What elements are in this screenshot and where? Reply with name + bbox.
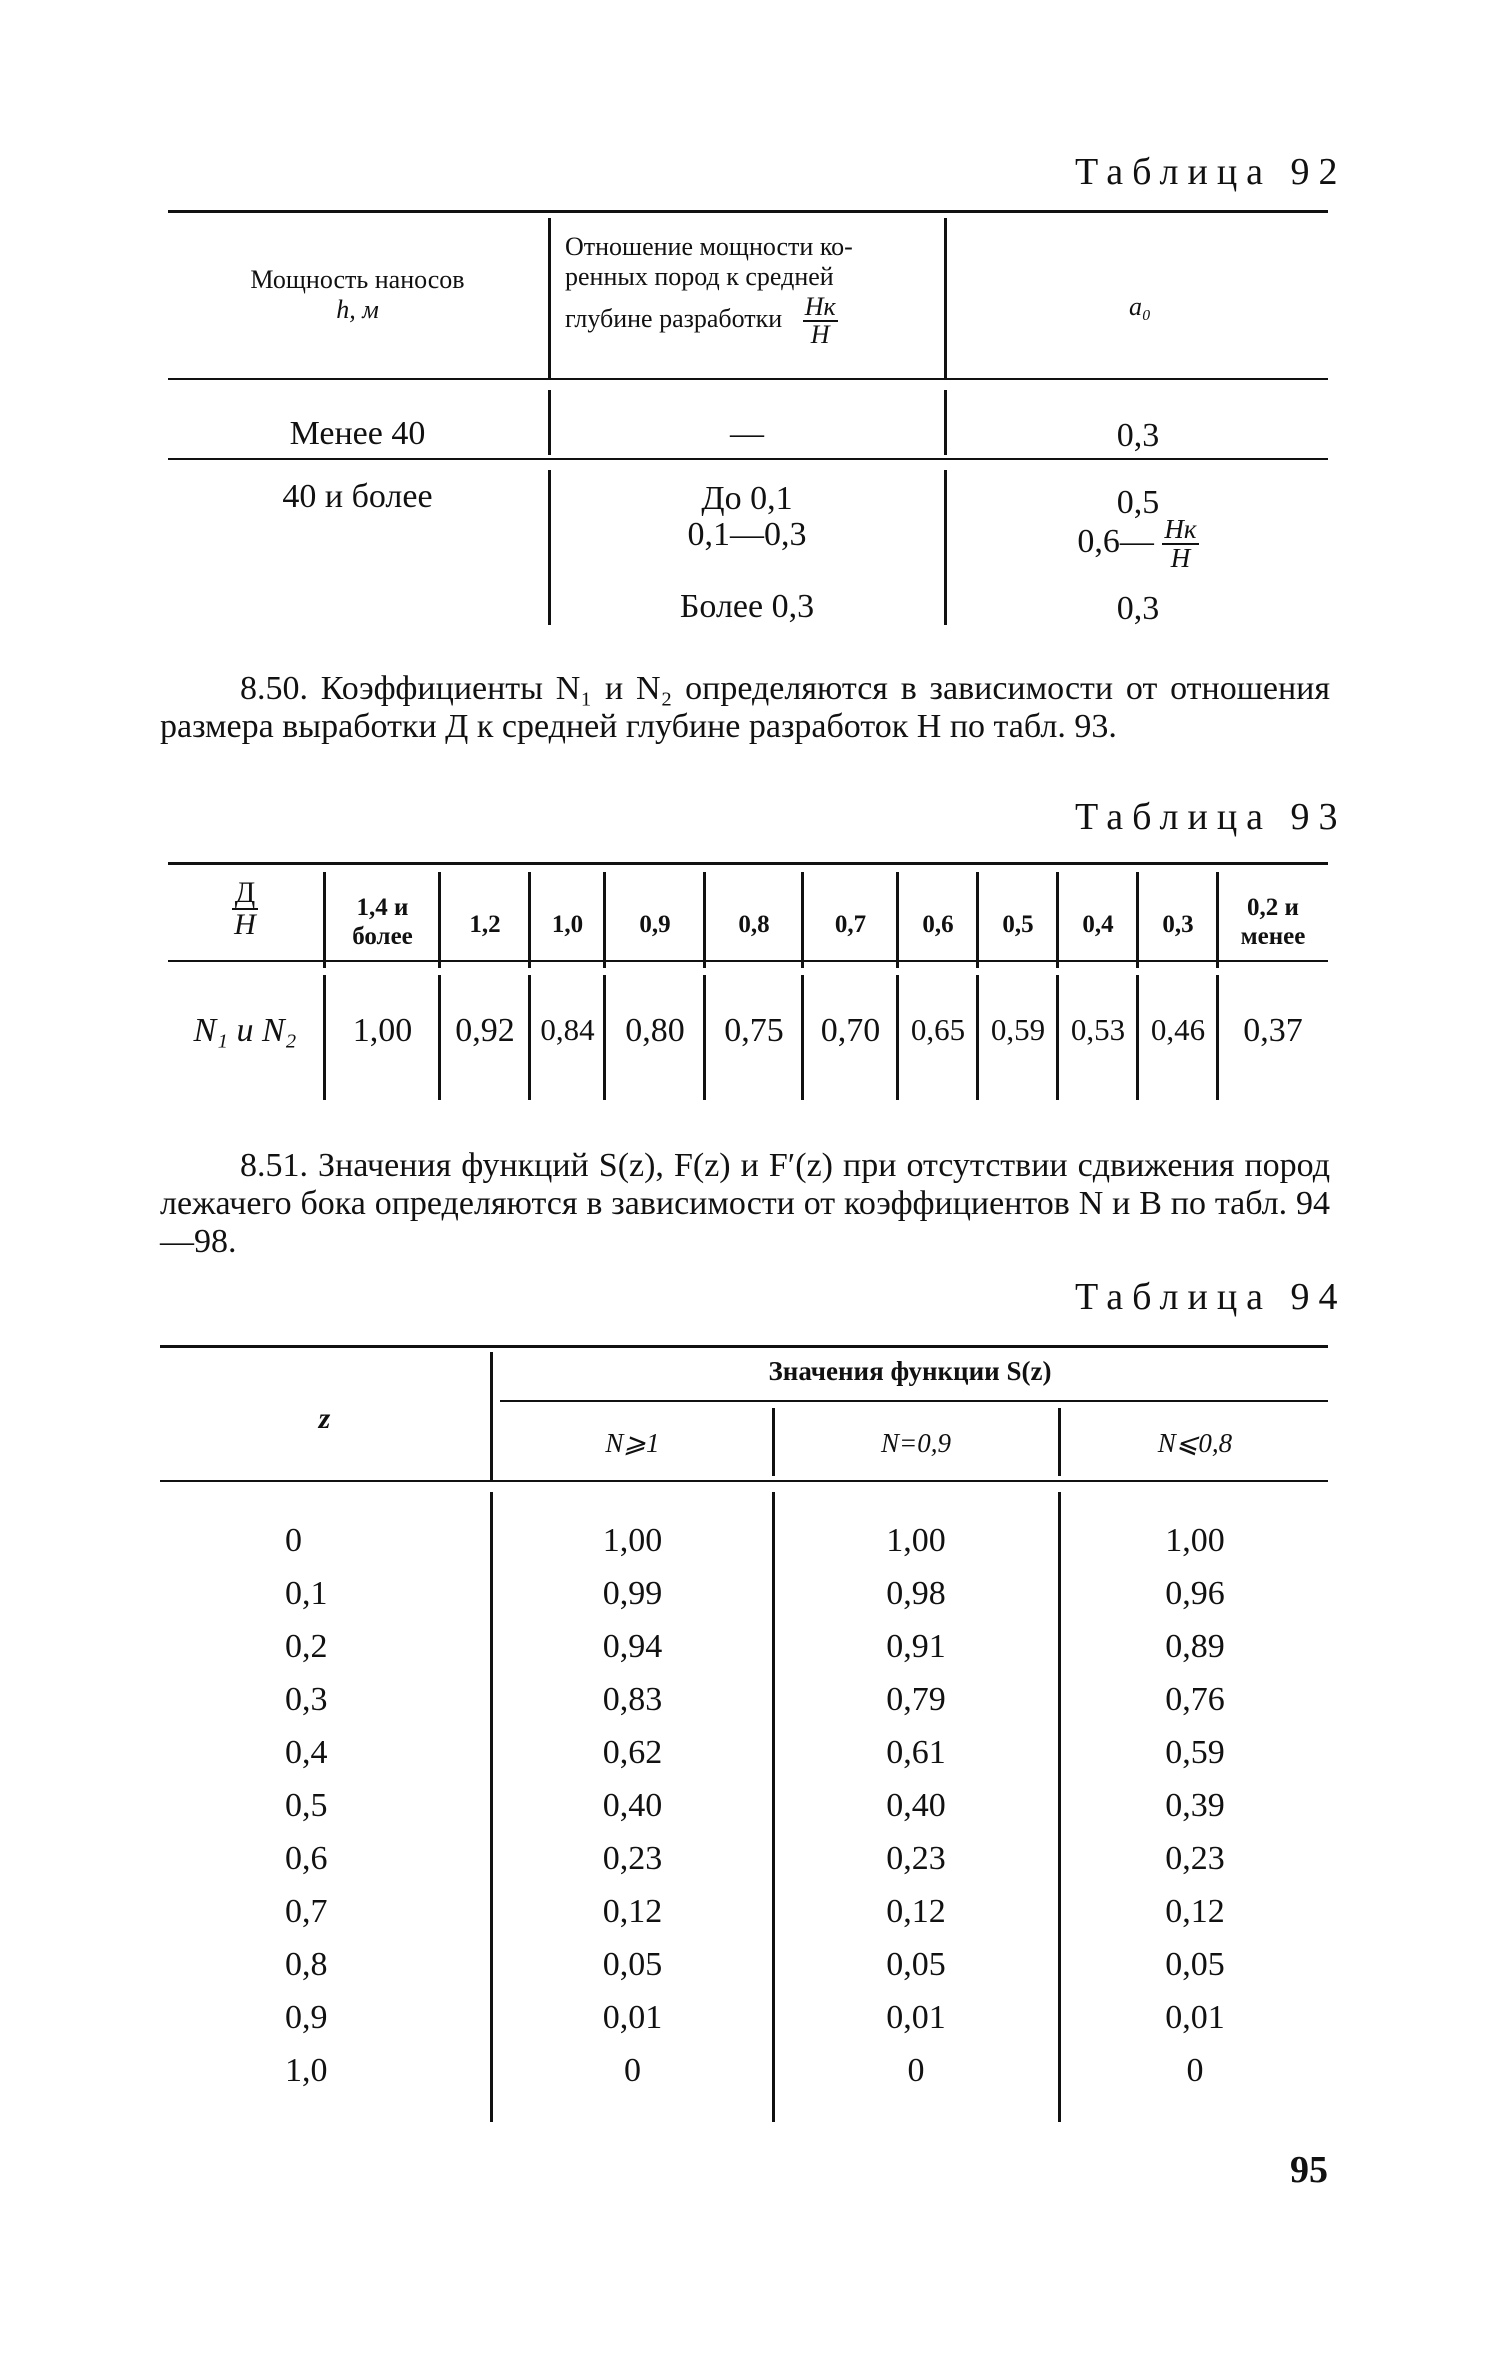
table94-value-cell: 0,83 [602, 1681, 663, 1718]
table92-vline [548, 218, 551, 378]
table93-caption: Таблица 93 [1075, 796, 1347, 838]
table92-caption: Таблица 92 [1075, 151, 1347, 193]
table94-vline [772, 1408, 775, 1476]
fraction-denominator: H [234, 908, 256, 941]
table92-header-rule [168, 378, 1328, 380]
table94-z-cell: 0,6 [285, 1840, 328, 1877]
fraction-numerator: Hк [1164, 514, 1197, 544]
table93-top-rule [168, 862, 1328, 865]
table94-value-cell: 0,01 [602, 1999, 663, 2036]
header-text: ренных пород к средней [565, 262, 834, 291]
table94-value-cell: 0,59 [1165, 1734, 1225, 1771]
table94-z-cell: 0,9 [285, 1999, 328, 2036]
table92-row2-col2a: До 0,1 [701, 480, 793, 517]
table93-column-header: 0,2 и менее [1240, 894, 1306, 950]
table94-value-cell: 0,05 [602, 1946, 663, 1983]
table94-value-cell: 1,00 [886, 1522, 946, 1559]
table93-row-label: N₁ и N₂ [193, 1012, 297, 1049]
table92-row2-col3c: 0,3 [1116, 590, 1160, 627]
table94-z-cell: 0,4 [285, 1734, 328, 1771]
table94-value-cell: 0,12 [886, 1893, 946, 1930]
table94-group-header: Значения функции S(z) [768, 1356, 1052, 1386]
table94-value-cell: 0,12 [602, 1893, 663, 1930]
fraction [232, 878, 258, 940]
table94-value-cell: 0,98 [886, 1575, 946, 1612]
table94-value-cell: 0,12 [1165, 1893, 1225, 1930]
table92-vline [944, 218, 947, 378]
table94-header-rule [160, 1480, 1328, 1482]
table94-z-cell: 0,2 [285, 1628, 328, 1665]
table93-column-header: 0,4 [1082, 911, 1114, 938]
table94-value-cell: 0,99 [602, 1575, 663, 1612]
table93-column-header: 0,3 [1162, 911, 1194, 938]
table94-subheader-rule [500, 1400, 1328, 1402]
table92-row2-col1: 40 и более [282, 478, 433, 515]
table94-value-cell: 0,91 [886, 1628, 946, 1665]
table93-column-header: 0,9 [639, 911, 671, 938]
table94-z-cell: 0,8 [285, 1946, 328, 1983]
table94-value-cell: 0,76 [1165, 1681, 1225, 1718]
table94-vline [490, 1492, 493, 2122]
paragraph-8-50: 8.50. Коэффициенты N₁ и N₂ определяются в зависимости от отношения размера выработки Д к средней глубине разработок H по табл. 93. [160, 670, 1330, 745]
table94-z-cell: 0 [285, 1522, 302, 1559]
table92-vline [548, 390, 551, 455]
header-text: глубине разработки [565, 303, 783, 333]
table92-row1-col2: — [730, 415, 764, 452]
table94-value-cell: 0,40 [886, 1787, 946, 1824]
table94-value-cell: 0,05 [886, 1946, 946, 1983]
table94-value-cell: 0 [624, 2052, 641, 2089]
table94-value-cell: 0,96 [1165, 1575, 1225, 1612]
header-text: Мощность наносов [250, 265, 465, 294]
table93-value-cell: 0,37 [1243, 1012, 1303, 1049]
table94-value-cell: 0 [1186, 2052, 1204, 2089]
table92-row2-col2c: Более 0,3 [679, 588, 815, 625]
table94-z-cell: 0,5 [285, 1787, 328, 1824]
table93-column-header: 0,7 [834, 911, 867, 938]
table94-value-cell: 0,05 [1165, 1946, 1225, 1983]
table92-row1-col1: Менее 40 [289, 415, 426, 452]
table92-header-col1 [170, 265, 545, 325]
table92-row-rule [168, 458, 1328, 460]
table94-value-cell: 0,23 [602, 1840, 663, 1877]
table94-value-cell: 0,79 [886, 1681, 946, 1718]
fraction-denominator: H [810, 320, 830, 349]
header-text: Отношение мощности ко- [565, 232, 853, 261]
fraction-numerator: Hк [804, 292, 836, 321]
table93-value-cell: 1,00 [352, 1012, 413, 1049]
table92-header-col2 [565, 232, 940, 348]
table92-vline [944, 470, 947, 625]
table93-header-rule [168, 960, 1328, 962]
table92-vline [944, 390, 947, 455]
table92-header-col3: a₀ [1128, 292, 1152, 321]
table94-value-cell: 0,40 [602, 1787, 663, 1824]
formula-prefix: 0,6— [1077, 522, 1154, 560]
table93-column-header: 1,4 и более [352, 894, 413, 950]
table94-top-rule [160, 1345, 1328, 1348]
table92-row2-col2b: 0,1—0,3 [687, 516, 807, 553]
table94-z-cell: 0,7 [285, 1893, 328, 1930]
table93-value-cell: 0,75 [724, 1012, 784, 1049]
table94-value-cell: 0,89 [1165, 1628, 1225, 1665]
table93-value-cell: 0,59 [990, 1012, 1046, 1047]
table94-value-cell: 0 [907, 2052, 925, 2089]
table94-z-cell: 0,1 [285, 1575, 328, 1612]
table94-vline [490, 1352, 493, 1482]
table93-column-header: 0,8 [738, 911, 770, 938]
table94-value-cell: 0,94 [602, 1628, 663, 1665]
table93-corner-header [170, 878, 320, 940]
table94-value-cell: 0,23 [1165, 1840, 1225, 1877]
table93-column-header: 0,6 [922, 911, 954, 938]
table93-value-cell: 0,80 [625, 1012, 685, 1049]
fraction-numerator: Д [232, 878, 258, 910]
table93-value-cell: 0,84 [540, 1012, 595, 1047]
table94-subheader-2: N=0,9 [881, 1428, 951, 1458]
header-unit: h, м [336, 295, 379, 324]
table92-vline [548, 470, 551, 625]
table93-column-header: 1,2 [469, 911, 501, 938]
table94-vline [1058, 1408, 1061, 1476]
table92-row2-col3a: 0,5 [1116, 484, 1160, 521]
paragraph-8-51: 8.51. Значения функций S(z), F(z) и F′(z) при отсутствии сдвижения пород лежачего бока определяются в зависимости от коэффициентов N и B по табл. 94—98. [160, 1147, 1330, 1260]
table94-value-cell: 0,39 [1165, 1787, 1225, 1824]
table93-value-cell: 0,53 [1070, 1012, 1126, 1047]
table94-header-z: z [318, 1402, 331, 1435]
page-number: 95 [1290, 2149, 1328, 2191]
fraction-denominator: H [1170, 543, 1191, 573]
table92-row1-col3: 0,3 [1116, 417, 1160, 454]
table94-subheader-3: N⩽0,8 [1157, 1428, 1233, 1458]
table93-column-header: 1,0 [551, 911, 584, 938]
table93-value-cell: 0,92 [455, 1012, 515, 1049]
table94-value-cell: 0,01 [1165, 1999, 1225, 2036]
table94-value-cell: 0,23 [886, 1840, 946, 1877]
table92-row2-col3b [948, 516, 1328, 572]
fraction [803, 294, 838, 348]
table93-column-header: 0,5 [1002, 911, 1034, 938]
table93-value-cell: 0,65 [910, 1012, 966, 1047]
table94-value-cell: 0,62 [602, 1734, 663, 1771]
table94-z-cell: 1,0 [285, 2052, 328, 2089]
table94-value-cell: 1,00 [602, 1522, 663, 1559]
table93-value-cell: 0,70 [820, 1012, 881, 1049]
table94-value-cell: 1,00 [1165, 1522, 1225, 1559]
table94-z-cell: 0,3 [285, 1681, 328, 1718]
table92-top-rule [168, 210, 1328, 213]
table94-value-cell: 0,61 [886, 1734, 946, 1771]
fraction [1162, 516, 1198, 572]
table94-vline [1058, 1492, 1061, 2122]
table94-caption: Таблица 94 [1075, 1276, 1347, 1318]
table94-subheader-1: N⩾1 [605, 1428, 660, 1458]
table94-vline [772, 1492, 775, 2122]
table94-value-cell: 0,01 [886, 1999, 946, 2036]
table93-value-cell: 0,46 [1150, 1012, 1206, 1047]
